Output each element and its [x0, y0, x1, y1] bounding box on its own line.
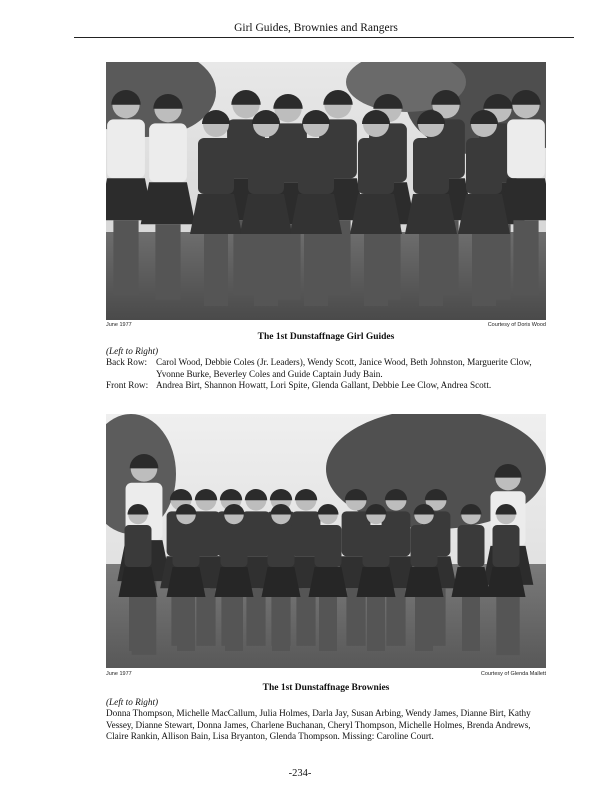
page-number: -234-: [288, 768, 312, 779]
photo2-date: June 1977: [106, 671, 132, 677]
photo2-order-note: (Left to Right): [106, 697, 159, 707]
back-row-label: Back Row:: [106, 357, 148, 367]
girl-guides-photo-image: [106, 62, 546, 320]
photo2-title: The 1st Dunstaffnage Brownies: [262, 683, 390, 693]
header-rule: [74, 37, 574, 38]
photo1-date: June 1977: [106, 322, 132, 328]
front-row-label: Front Row:: [106, 380, 149, 391]
back-row-names: Carol Wood, Debbie Coles (Jr. Leaders), Wendy Scott, Janice Wood, Beth Johnston, Marguerite Clow, Yvonne Burke, Beverley Coles and Guide Captain Judy Bain.: [156, 357, 532, 379]
girl-guides-photo: [106, 62, 546, 320]
photo1-credit: Courtesy of Doris Wood: [487, 322, 546, 328]
running-header: Girl Guides, Brownies and Rangers: [234, 22, 398, 34]
front-row: [106, 380, 546, 392]
photo1-title: The 1st Dunstaffnage Girl Guides: [257, 332, 395, 342]
photo1-name-rows: [106, 357, 546, 392]
photo1-order-note: (Left to Right): [106, 346, 159, 356]
front-row-names: Andrea Birt, Shannon Howatt, Lori Spite, Glenda Gallant, Debbie Lee Clow, Andrea Scott.: [156, 380, 492, 391]
brownies-photo-image: [106, 414, 546, 668]
brownies-photo: [106, 414, 546, 668]
back-row: [106, 357, 546, 380]
brownies-names: Donna Thompson, Michelle MacCallum, Julia Holmes, Darla Jay, Susan Arbing, Wendy James, Dianne Birt, Kathy Vessey, Dianne Stewart, Donna James, Charlene Buchanan, Cheryl Thompson, Michelle Holmes, Brenda Andrews, Claire Rankin, Allison Bain, Lisa Bryanton, Glenda Thompson. Missing: Caroline Court.: [106, 708, 531, 742]
photo2-credit: Courtesy of Glenda Mallett: [480, 671, 546, 677]
